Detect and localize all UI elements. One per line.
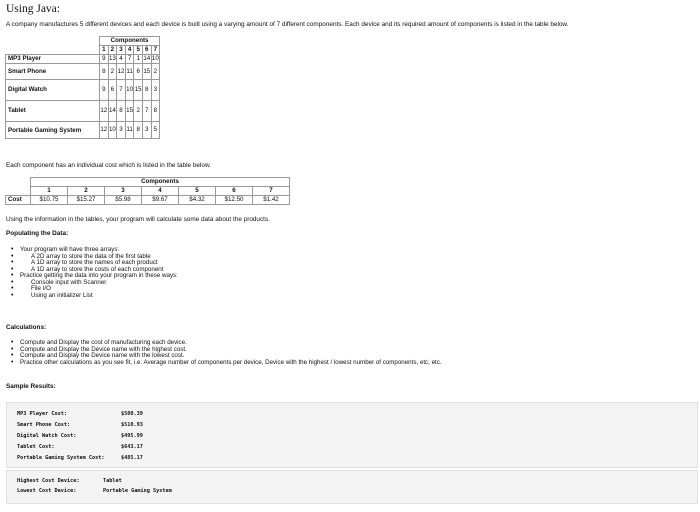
- col-header: 5: [179, 187, 216, 196]
- col-header: 3: [117, 46, 126, 55]
- list-item: • Compute and Display the cost of manufacturing each device.: [20, 340, 442, 347]
- list-item: • File I/O: [20, 286, 178, 293]
- table-cell: 7: [117, 80, 126, 101]
- table-cell: 8: [134, 122, 143, 139]
- sample-label: Smart Phone Cost:: [17, 422, 71, 428]
- list-item: • Compute and Display the Device name with the lowest cost.: [20, 353, 442, 360]
- table-row: [6, 196, 290, 205]
- table-cell: 10: [125, 80, 134, 101]
- table-cell: 7: [125, 55, 134, 64]
- components-header: Components: [100, 37, 160, 46]
- list-item: • Practice getting the data into your program in these ways:: [20, 273, 178, 280]
- table-cell: 15: [134, 80, 143, 101]
- sample-label: MP3 Player Cost:: [17, 411, 67, 417]
- col-header: 6: [216, 187, 253, 196]
- sample-label: Portable Gaming System Cost:: [17, 455, 105, 461]
- table-cell: 3: [142, 122, 151, 139]
- sample-value: $495.99: [121, 433, 143, 439]
- table-cell: $9.67: [142, 196, 179, 205]
- sample-label: Highest Cost Device:: [17, 478, 80, 484]
- table-row: [6, 101, 160, 122]
- cost-components-header: Components: [31, 178, 290, 187]
- table-cell: 14: [108, 101, 117, 122]
- calculations-list: [20, 340, 442, 366]
- table-cell: 15: [125, 101, 134, 122]
- table-cell: $12.50: [216, 196, 253, 205]
- table-cell: $15.27: [68, 196, 105, 205]
- sample-title: Sample Results:: [6, 383, 56, 390]
- device-name: MP3 Player: [6, 55, 100, 64]
- device-name: Smart Phone: [6, 64, 100, 80]
- populating-list: [20, 247, 178, 299]
- table-cell: 10: [151, 55, 159, 62]
- intro-paragraph: A company manufactures 5 different devices and each device is built using a varying amount of 7 different components. Each device and its required amount of components is listed in the table below.: [6, 21, 569, 28]
- calculations-title: Calculations:: [6, 324, 47, 331]
- col-header: 3: [105, 187, 142, 196]
- col-header: 2: [108, 46, 117, 55]
- list-item: • A 1D array to store the names of each product: [20, 260, 178, 267]
- list-item: • Compute and Display the Device name with the highest cost.: [20, 347, 442, 354]
- col-header: 1: [100, 46, 109, 55]
- table-cell: 12: [117, 64, 126, 80]
- list-item: • Using an initializer List: [20, 293, 178, 300]
- sample-value: $500.39: [121, 411, 143, 417]
- sample-value: $643.17: [121, 444, 143, 450]
- table-cell: 15: [142, 64, 151, 80]
- device-name: Portable Gaming System: [6, 122, 100, 139]
- page-heading: Using Java:: [6, 3, 60, 15]
- sample-value: Tablet: [103, 478, 122, 484]
- device-name: Digital Watch: [6, 80, 100, 101]
- sample-extremes-box: [6, 470, 698, 504]
- sample-label: Digital Watch Cost:: [17, 433, 77, 439]
- cost-table: [5, 177, 290, 205]
- table-cell: 14: [143, 55, 151, 62]
- col-header: 7: [151, 46, 160, 55]
- table-cell: 12: [100, 122, 109, 139]
- table-cell: 7: [142, 101, 151, 122]
- table-cell: 13: [108, 55, 116, 62]
- col-header: 1: [31, 187, 68, 196]
- table-cell: 4: [117, 55, 126, 64]
- table-row: [6, 64, 160, 80]
- table-cell: 3: [151, 80, 160, 101]
- table-row: [6, 80, 160, 101]
- table-cell: 8: [100, 64, 109, 80]
- list-item: • Practice other calculations as you see fit, i.e. Average number of components per device, Device with the highest / lowest number of components, etc, etc.: [20, 360, 442, 367]
- col-header: 4: [125, 46, 134, 55]
- usage-line: Using the information in the tables, your program will calculate some data about the products.: [6, 216, 270, 223]
- table-cell: $1.42: [253, 196, 290, 205]
- components-table: [5, 36, 160, 139]
- list-item: • Console input with Scanner: [20, 280, 178, 287]
- table-cell: $5.98: [105, 196, 142, 205]
- table-cell: 1: [134, 55, 143, 64]
- table-cell: 12: [100, 101, 109, 122]
- col-header: 7: [253, 187, 290, 196]
- cost-label: Cost: [6, 196, 31, 205]
- col-header: 6: [142, 46, 151, 55]
- table-cell: $4.32: [179, 196, 216, 205]
- col-header: 5: [134, 46, 143, 55]
- table-cell: 2: [151, 64, 160, 80]
- cost-intro: Each component has an individual cost which is listed in the table below.: [6, 162, 211, 169]
- table-cell: 3: [117, 122, 126, 139]
- list-item: • A 1D array to store the costs of each component: [20, 267, 178, 274]
- sample-costs-box: [6, 402, 698, 468]
- sample-value: Portable Gaming System: [103, 488, 172, 494]
- table-cell: 9: [100, 55, 109, 64]
- table-cell: 11: [125, 122, 134, 139]
- device-name: Tablet: [6, 101, 100, 122]
- table-cell: 5: [151, 122, 160, 139]
- sample-value: $510.93: [121, 422, 143, 428]
- table-row: [6, 122, 160, 139]
- table-row: [6, 55, 160, 64]
- sample-label: Lowest Cost Device:: [17, 488, 77, 494]
- list-item: • Your program will have three arrays:: [20, 247, 178, 254]
- table-cell: 11: [125, 64, 134, 80]
- table-cell: 8: [142, 80, 151, 101]
- table-cell: 10: [108, 122, 117, 139]
- sample-label: Tablet Cost:: [17, 444, 55, 450]
- col-header: 2: [68, 187, 105, 196]
- table-cell: 2: [134, 101, 143, 122]
- list-item: • A 2D array to store the data of the first table: [20, 254, 178, 261]
- table-cell: 8: [151, 101, 160, 122]
- table-cell: 2: [108, 64, 117, 80]
- table-cell: 9: [100, 80, 109, 101]
- table-cell: 6: [108, 80, 117, 101]
- col-header: 4: [142, 187, 179, 196]
- sample-value: $485.17: [121, 455, 143, 461]
- populating-title: Populating the Data:: [6, 230, 69, 237]
- table-cell: 8: [117, 101, 126, 122]
- table-cell: 6: [134, 64, 143, 80]
- table-cell: $10.75: [31, 196, 68, 205]
